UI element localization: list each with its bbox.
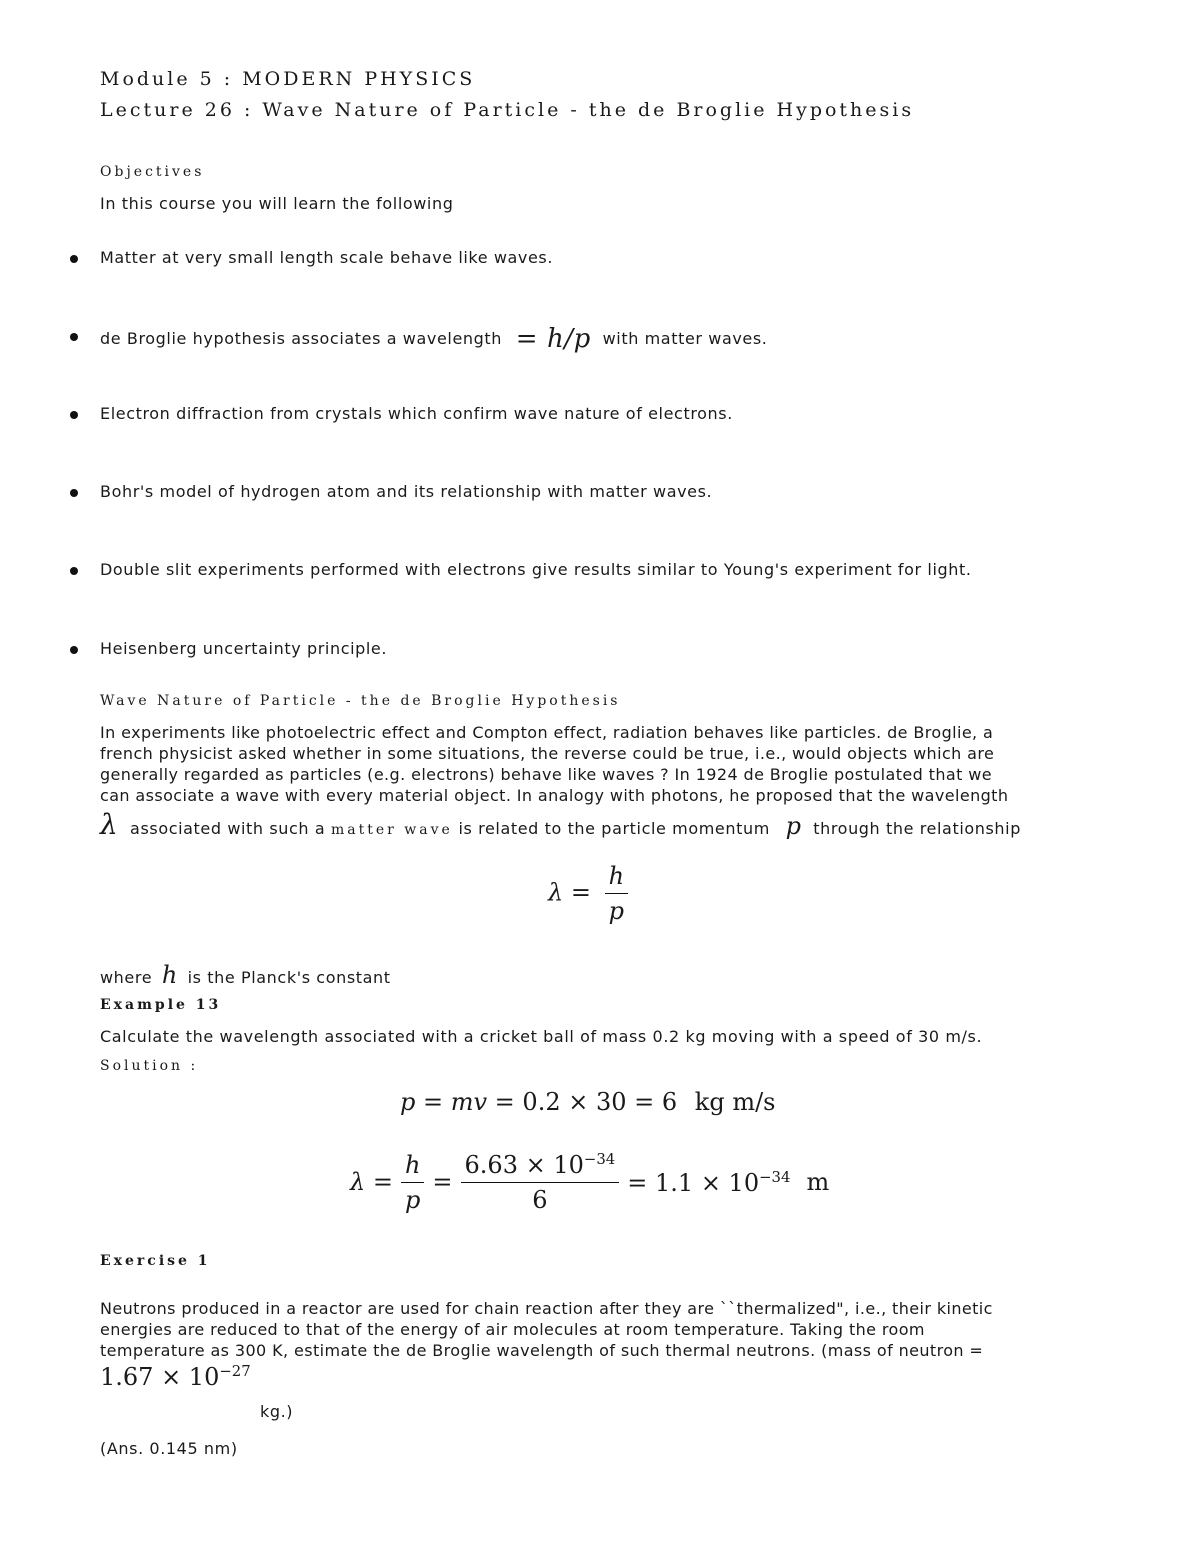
wavelength-lhs: λ = bbox=[350, 1168, 393, 1196]
result-mantissa: = 1.1 × 10 bbox=[627, 1168, 760, 1197]
objective-item-text: de Broglie hypothesis associates a wavelength bbox=[100, 329, 503, 348]
numerator-exponent: −34 bbox=[583, 1150, 616, 1168]
bullet-icon bbox=[70, 255, 78, 263]
exercise-answer: (Ans. 0.145 nm) bbox=[100, 1439, 238, 1458]
exercise-line: temperature as 300 K, estimate the de Broglie wavelength of such thermal neutrons. (mass of neutron = bbox=[100, 1341, 984, 1360]
matter-wave-term: matter wave bbox=[330, 822, 453, 838]
h-symbol: h bbox=[161, 961, 178, 989]
fraction-denominator: p bbox=[405, 1185, 421, 1214]
module-title: Module 5 : MODERN PHYSICS bbox=[100, 68, 476, 90]
h-over-p-fraction bbox=[401, 1151, 424, 1214]
objectives-intro: In this course you will learn the following bbox=[100, 194, 454, 213]
paragraph-text: associated with such a bbox=[130, 819, 326, 838]
lambda-symbol: λ bbox=[100, 808, 119, 841]
result-exponent: −34 bbox=[759, 1167, 791, 1186]
wavelength-equation bbox=[350, 1150, 829, 1214]
fraction-denominator: p bbox=[608, 897, 625, 925]
numerator-mantissa: 6.63 × 10 bbox=[464, 1151, 584, 1179]
paragraph-line: In experiments like photoelectric effect and Compton effect, radiation behaves like particles. de Broglie, a bbox=[100, 723, 994, 742]
example-heading: Example 13 bbox=[100, 997, 222, 1013]
objective-item: Bohr's model of hydrogen atom and its relationship with matter waves. bbox=[100, 482, 713, 501]
neutron-mass-value bbox=[100, 1362, 251, 1391]
objective-item: Double slit experiments performed with electrons give results similar to Young's experiment for light. bbox=[100, 560, 972, 579]
paragraph-line: can associate a wave with every material object. In analogy with photons, he proposed that the wavelength bbox=[100, 786, 1009, 805]
momentum-unit: kg m/s bbox=[694, 1088, 776, 1116]
momentum-lhs: p = mv = bbox=[400, 1088, 523, 1116]
fraction-numerator: h bbox=[608, 862, 625, 890]
fraction-numerator bbox=[461, 1150, 620, 1182]
solution-label: Solution : bbox=[100, 1058, 199, 1074]
de-broglie-equation bbox=[548, 862, 628, 925]
objective-item bbox=[100, 321, 768, 354]
example-problem: Calculate the wavelength associated with a cricket ball of mass 0.2 kg moving with a speed of 30 m/s. bbox=[100, 1027, 983, 1046]
momentum-equation bbox=[400, 1088, 775, 1116]
neutron-mass-unit: kg.) bbox=[260, 1402, 294, 1421]
result-unit: m bbox=[806, 1168, 830, 1196]
paragraph-line: generally regarded as particles (e.g. electrons) behave like waves ? In 1924 de Broglie postulated that we bbox=[100, 765, 992, 784]
bullet-icon bbox=[70, 411, 78, 419]
paragraph-line-symbols bbox=[100, 808, 1021, 841]
paragraph-text: is related to the particle momentum bbox=[458, 819, 770, 838]
paragraph-text: through the relationship bbox=[813, 819, 1021, 838]
lecture-title: Lecture 26 : Wave Nature of Particle - the de Broglie Hypothesis bbox=[100, 99, 915, 121]
objective-item: Heisenberg uncertainty principle. bbox=[100, 639, 388, 658]
bullet-icon bbox=[70, 567, 78, 575]
exercise-paragraph bbox=[100, 1298, 1075, 1361]
objective-item: Electron diffraction from crystals which confirm wave nature of electrons. bbox=[100, 404, 733, 423]
objective-item-text: with matter waves. bbox=[602, 329, 768, 348]
exercise-line: energies are reduced to that of the energy of air molecules at room temperature. Taking the room bbox=[100, 1320, 925, 1339]
objectives-heading: Objectives bbox=[100, 164, 205, 180]
paragraph-line: french physicist asked whether in some situations, the reverse could be true, i.e., would objects which are bbox=[100, 744, 995, 763]
objective-item: Matter at very small length scale behave like waves. bbox=[100, 248, 554, 267]
exercise-heading: Exercise 1 bbox=[100, 1253, 211, 1269]
bullet-icon bbox=[70, 333, 78, 341]
planck-text: is the Planck's constant bbox=[187, 968, 391, 987]
bullet-icon bbox=[70, 646, 78, 654]
fraction-denominator: 6 bbox=[532, 1186, 548, 1214]
mass-mantissa: 1.67 × 10 bbox=[100, 1363, 220, 1391]
fraction-numerator: h bbox=[404, 1150, 421, 1179]
exercise-line: Neutrons produced in a reactor are used for chain reaction after they are ``thermalized", i.e., their kinetic bbox=[100, 1299, 993, 1318]
section-heading: Wave Nature of Particle - the de Broglie Hypothesis bbox=[100, 693, 621, 709]
p-symbol: p bbox=[785, 812, 802, 840]
wavelength-result bbox=[627, 1168, 790, 1197]
planck-line bbox=[100, 961, 391, 989]
numeric-fraction bbox=[461, 1150, 620, 1214]
momentum-rhs: 0.2 × 30 = 6 bbox=[522, 1088, 678, 1116]
wavelength-formula: = h/p bbox=[515, 324, 591, 354]
equation-fraction bbox=[605, 862, 628, 925]
equation-lhs: λ = bbox=[548, 878, 591, 907]
mass-exponent: −27 bbox=[219, 1362, 251, 1380]
equals-sign: = bbox=[432, 1168, 453, 1196]
section-paragraph bbox=[100, 722, 1075, 806]
where-text: where bbox=[100, 968, 153, 987]
bullet-icon bbox=[70, 489, 78, 497]
